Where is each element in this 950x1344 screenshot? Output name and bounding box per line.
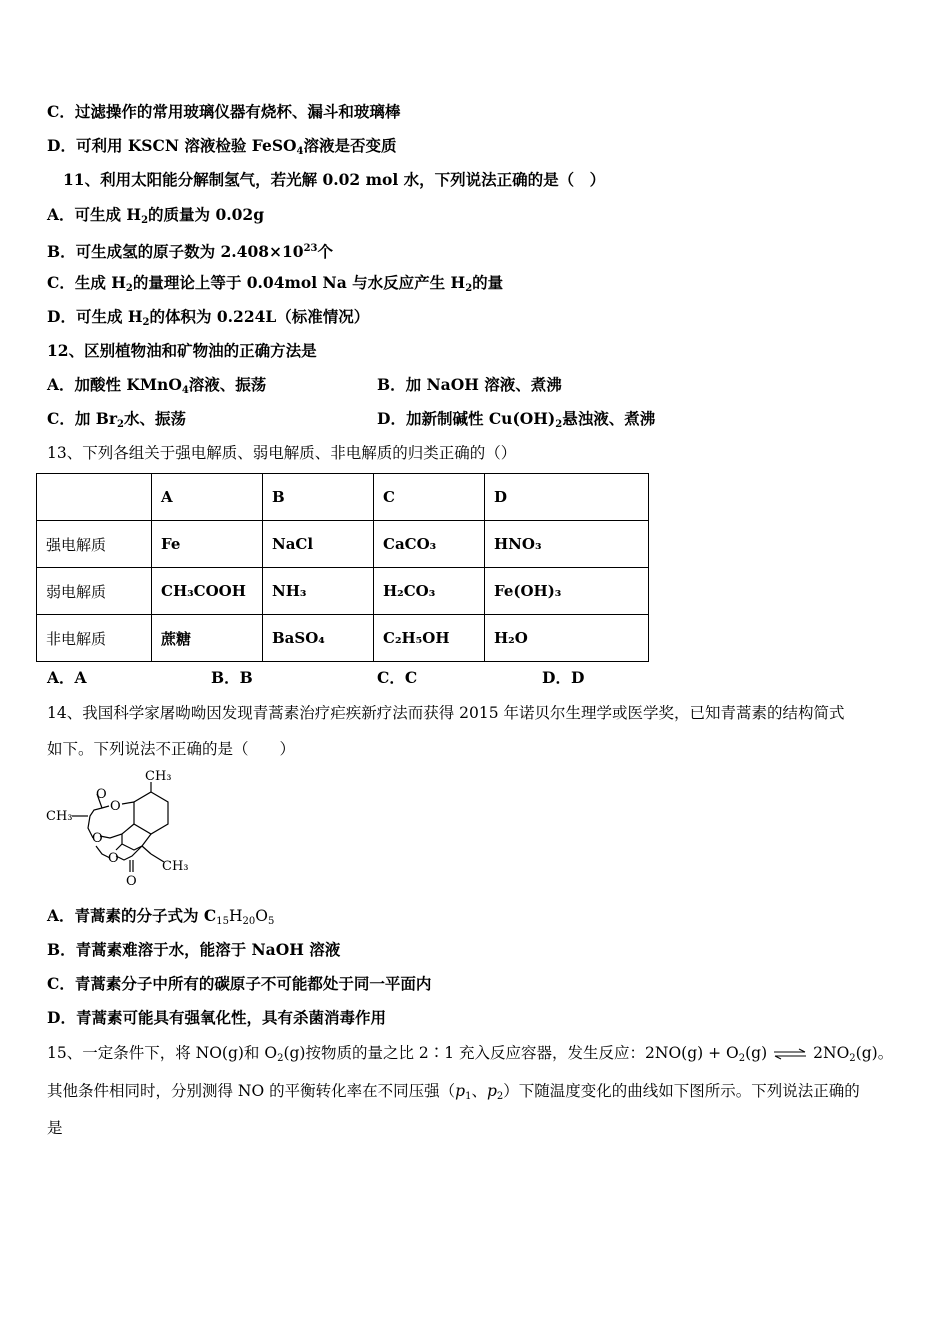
question-14-stem-line2: 如下。下列说法不正确的是（ ） <box>47 740 296 758</box>
table-cell: 非电解质 <box>37 615 152 662</box>
question-12-stem: 12、区别植物油和矿物油的正确方法是 <box>47 341 317 360</box>
table-cell: NaCl <box>263 521 374 568</box>
table-cell: CaCO₃ <box>374 521 485 568</box>
q12-option-c: C．加 $Br_2$水、振荡 <box>47 409 186 430</box>
q12-option-a: A．加酸性 KMnO$_4$溶液、振荡 <box>47 375 267 396</box>
table-row <box>37 568 649 615</box>
oxygen-label: O <box>108 851 119 866</box>
table-cell <box>37 474 152 521</box>
q11-option-d: D．可生成 $H_2$的体积为 0.224L（标准情况） <box>47 307 370 328</box>
q13-option-a: A．A <box>47 668 87 687</box>
oxygen-label: O <box>110 799 121 814</box>
q13-option-c: C．C <box>377 668 418 687</box>
table-row <box>37 521 649 568</box>
table-cell: B <box>263 474 374 521</box>
option-c-filter: C．过滤操作的常用玻璃仪器有烧杯、漏斗和玻璃棒 <box>47 102 401 121</box>
electrolyte-table <box>36 473 649 662</box>
table-cell: NH₃ <box>263 568 374 615</box>
cyclohexane-ring <box>134 792 168 834</box>
table-cell: HNO₃ <box>485 521 649 568</box>
table-cell: A <box>152 474 263 521</box>
table-cell: 弱电解质 <box>37 568 152 615</box>
table-cell: H₂O <box>485 615 649 662</box>
table-cell: 强电解质 <box>37 521 152 568</box>
q11-option-c: C．生成 $H_2$的量理论上等于 0.04mol Na 与水反应产生 $H_2$的量 <box>47 273 504 294</box>
table-cell: C <box>374 474 485 521</box>
table-cell: CH₃COOH <box>152 568 263 615</box>
table-row <box>37 615 649 662</box>
oxygen-label: O <box>92 831 103 846</box>
table-cell: BaSO₄ <box>263 615 374 662</box>
question-11-stem: 11、利用太阳能分解制氢气，若光解 0.02 mol 水，下列说法正确的是（ ） <box>63 170 606 189</box>
question-15-line3: 是 <box>47 1119 63 1137</box>
q12-option-b: B．加 NaOH 溶液、煮沸 <box>377 375 562 394</box>
q14-option-b: B．青蒿素难溶于水，能溶于 NaOH 溶液 <box>47 940 341 959</box>
q12-option-d: D．加新制碱性 $Cu(OH)_2$悬浊液、煮沸 <box>377 409 656 430</box>
carbonyl-oxygen-label: O <box>126 874 137 889</box>
oxygen-label: O <box>96 787 107 802</box>
q13-option-d: D．D <box>542 668 585 687</box>
q14-option-d: D．青蒿素可能具有强氧化性，具有杀菌消毒作用 <box>47 1008 386 1027</box>
table-cell: H₂CO₃ <box>374 568 485 615</box>
table-header-row <box>37 474 649 521</box>
option-d-kscn: D．可利用 KSCN 溶液检验 FeSO$_4$溶液是否变质 <box>47 136 397 157</box>
table-cell: C₂H₅OH <box>374 615 485 662</box>
question-14-stem-line1: 14、我国科学家屠呦呦因发现青蒿素治疗疟疾新疗法而获得 2015 年诺贝尔生理学或医学奖，已知青蒿素的结构简式 <box>47 704 845 722</box>
table-cell: 蔗糖 <box>152 615 263 662</box>
ch3-right-label: CH₃ <box>162 859 189 874</box>
ch3-top-label: CH₃ <box>145 769 172 784</box>
q11-option-b: B．可生成氢的原子数为 $2.408\times 10^{23}$个 <box>47 242 334 261</box>
table-cell: D <box>485 474 649 521</box>
artemisinin-structure <box>44 764 204 892</box>
question-13-stem: 13、下列各组关于强电解质、弱电解质、非电解质的归类正确的（） <box>47 444 517 462</box>
ch3-left-label: CH₃ <box>46 809 73 824</box>
q14-option-a: A．青蒿素的分子式为 $C_{15}H_{20}O_5$ <box>47 906 275 927</box>
question-15-line2: 其他条件相同时，分别测得 NO 的平衡转化率在不同压强（$p_1$、$p_2$）下随温度变化的曲线如下图所示。下列说法正确的 <box>47 1082 860 1102</box>
table-cell: Fe(OH)₃ <box>485 568 649 615</box>
q13-option-b: B．B <box>211 668 253 687</box>
equilibrium-arrow-icon <box>773 1048 807 1060</box>
question-15-line1: 15、一定条件下，将 NO(g)和 $O_2(g)$按物质的量之比 2∶1 充入反应容器，发生反应：$2NO(g) + O_2(g)$ $2NO_2(g)$。 <box>47 1044 894 1064</box>
q14-option-c: C．青蒿素分子中所有的碳原子不可能都处于同一平面内 <box>47 974 432 993</box>
q11-option-a: A．可生成 $H_2$的质量为 0.02g <box>47 205 265 226</box>
table-cell: Fe <box>152 521 263 568</box>
